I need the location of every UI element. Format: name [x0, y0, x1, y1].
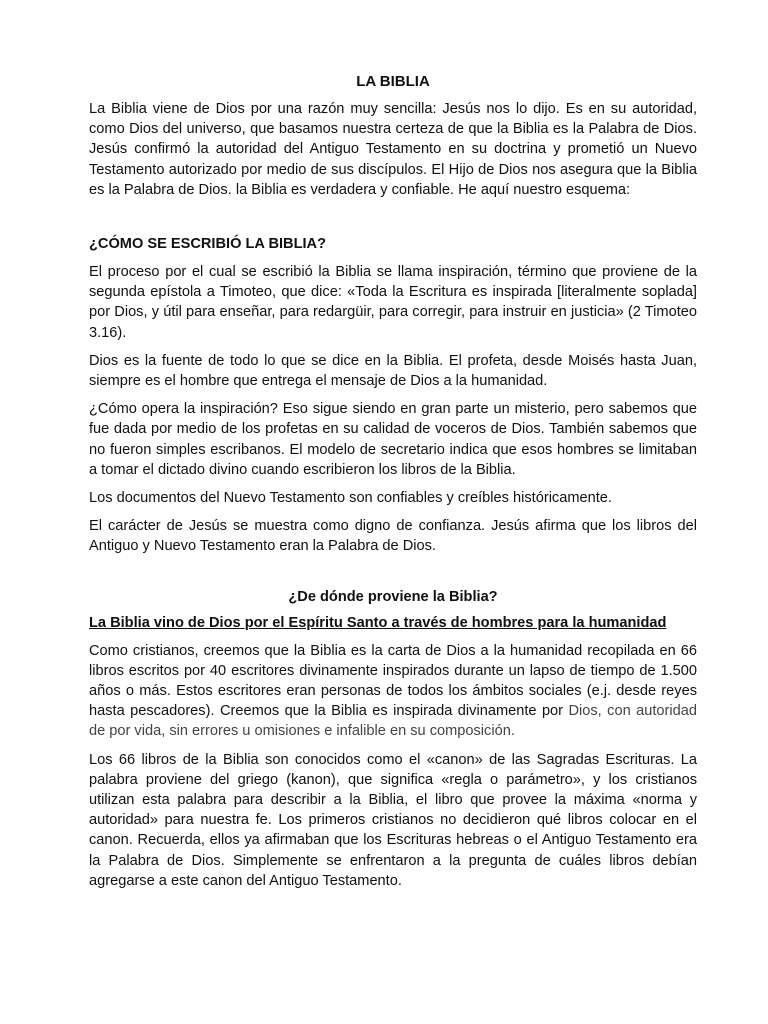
section1-paragraph: Dios es la fuente de todo lo que se dice en la Biblia. El profeta, desde Moisés hasta Juan, siempre es el hombre que entrega el mensaje de Dios a la humanidad.	[89, 352, 697, 390]
section2-paragraph1-text: Como cristianos, creemos que la Biblia es la carta de Dios a la humanidad recopilada en 66 libros escritos por 40 escritores divinamente inspirados durante un lapso de tiempo de 1.500 años o más. Estos escritores eran personas de todos los ámbitos sociales (e.j. desde reyes hasta pescadores). Creemos que la Biblia es inspirada divinamente por	[89, 642, 697, 720]
document-page	[89, 72, 697, 899]
section1-paragraph: El proceso por el cual se escribió la Biblia se llama inspiración, término que proviene de la segunda epístola a Timoteo, que dice: «Toda la Escritura es inspirada [literalmente soplada] por Dios, y útil para enseñar, para redargüir, para corregir, para instruir en justicia» (2 Timoteo 3.16).	[89, 264, 697, 341]
section-heading-origin: ¿De dónde proviene la Biblia?	[288, 588, 498, 605]
section-heading-how-written: ¿CÓMO SE ESCRIBIÓ LA BIBLIA?	[89, 236, 327, 253]
section2-paragraph: Los 66 libros de la Biblia son conocidos como el «canon» de las Sagradas Escrituras. La palabra proviene del griego (kanon), que significa «regla o parámetro», y los cristianos utilizan esta palabra para describir a la Biblia, el libro que provee la máxima «norma y autoridad» para nuestra fe. Los primeros cristianos no decidieron qué libros colocar en el canon. Recuerda, ellos ya afirmaban que los Escrituras hebreas o el Antiguo Testamento era la Palabra de Dios. Simplemente se enfrentaron a la pregunta de cuáles libros debían agregarse a este canon del Antiguo Testamento.	[89, 751, 697, 889]
section1-paragraph: El carácter de Jesús se muestra como digno de confianza. Jesús afirma que los libros del Antiguo y Nuevo Testamento eran la Palabra de Dios.	[89, 518, 697, 555]
intro-paragraph: La Biblia viene de Dios por una razón muy sencilla: Jesús nos lo dijo. Es en su autoridad, como Dios del universo, que basamos nuestra certeza de que la Biblia es la Palabra de Dios. Jesús confirmó la autoridad del Antiguo Testamento en su doctrina y prometió un Nuevo Testamento autorizado por medio de sus discípulos. El Hijo de Dios nos asegura que la Biblia es la Palabra de Dios. la Biblia es verdadera y confiable. He aquí nuestro esquema:	[89, 101, 697, 198]
document-title: LA BIBLIA	[356, 73, 430, 90]
section2-paragraph1-muted-text: Dios, con autoridad de por vida, sin errores u omisiones e infalible en su composición.	[89, 703, 697, 740]
section2-subheading: La Biblia vino de Dios por el Espíritu Santo a través de hombres para la humanidad	[89, 614, 667, 631]
section1-paragraph: Los documentos del Nuevo Testamento son confiables y creíbles históricamente.	[89, 490, 612, 507]
section2-paragraph	[89, 641, 697, 742]
section1-paragraph: ¿Cómo opera la inspiración? Eso sigue siendo en gran parte un misterio, pero sabemos que fue dada por medio de los profetas en su calidad de voceros de Dios. También sabemos que no fueron simples escribanos. El modelo de secretario indica que esos hombres se limitaban a tomar el dictado divino cuando escribieron los libros de la Biblia.	[89, 401, 697, 478]
